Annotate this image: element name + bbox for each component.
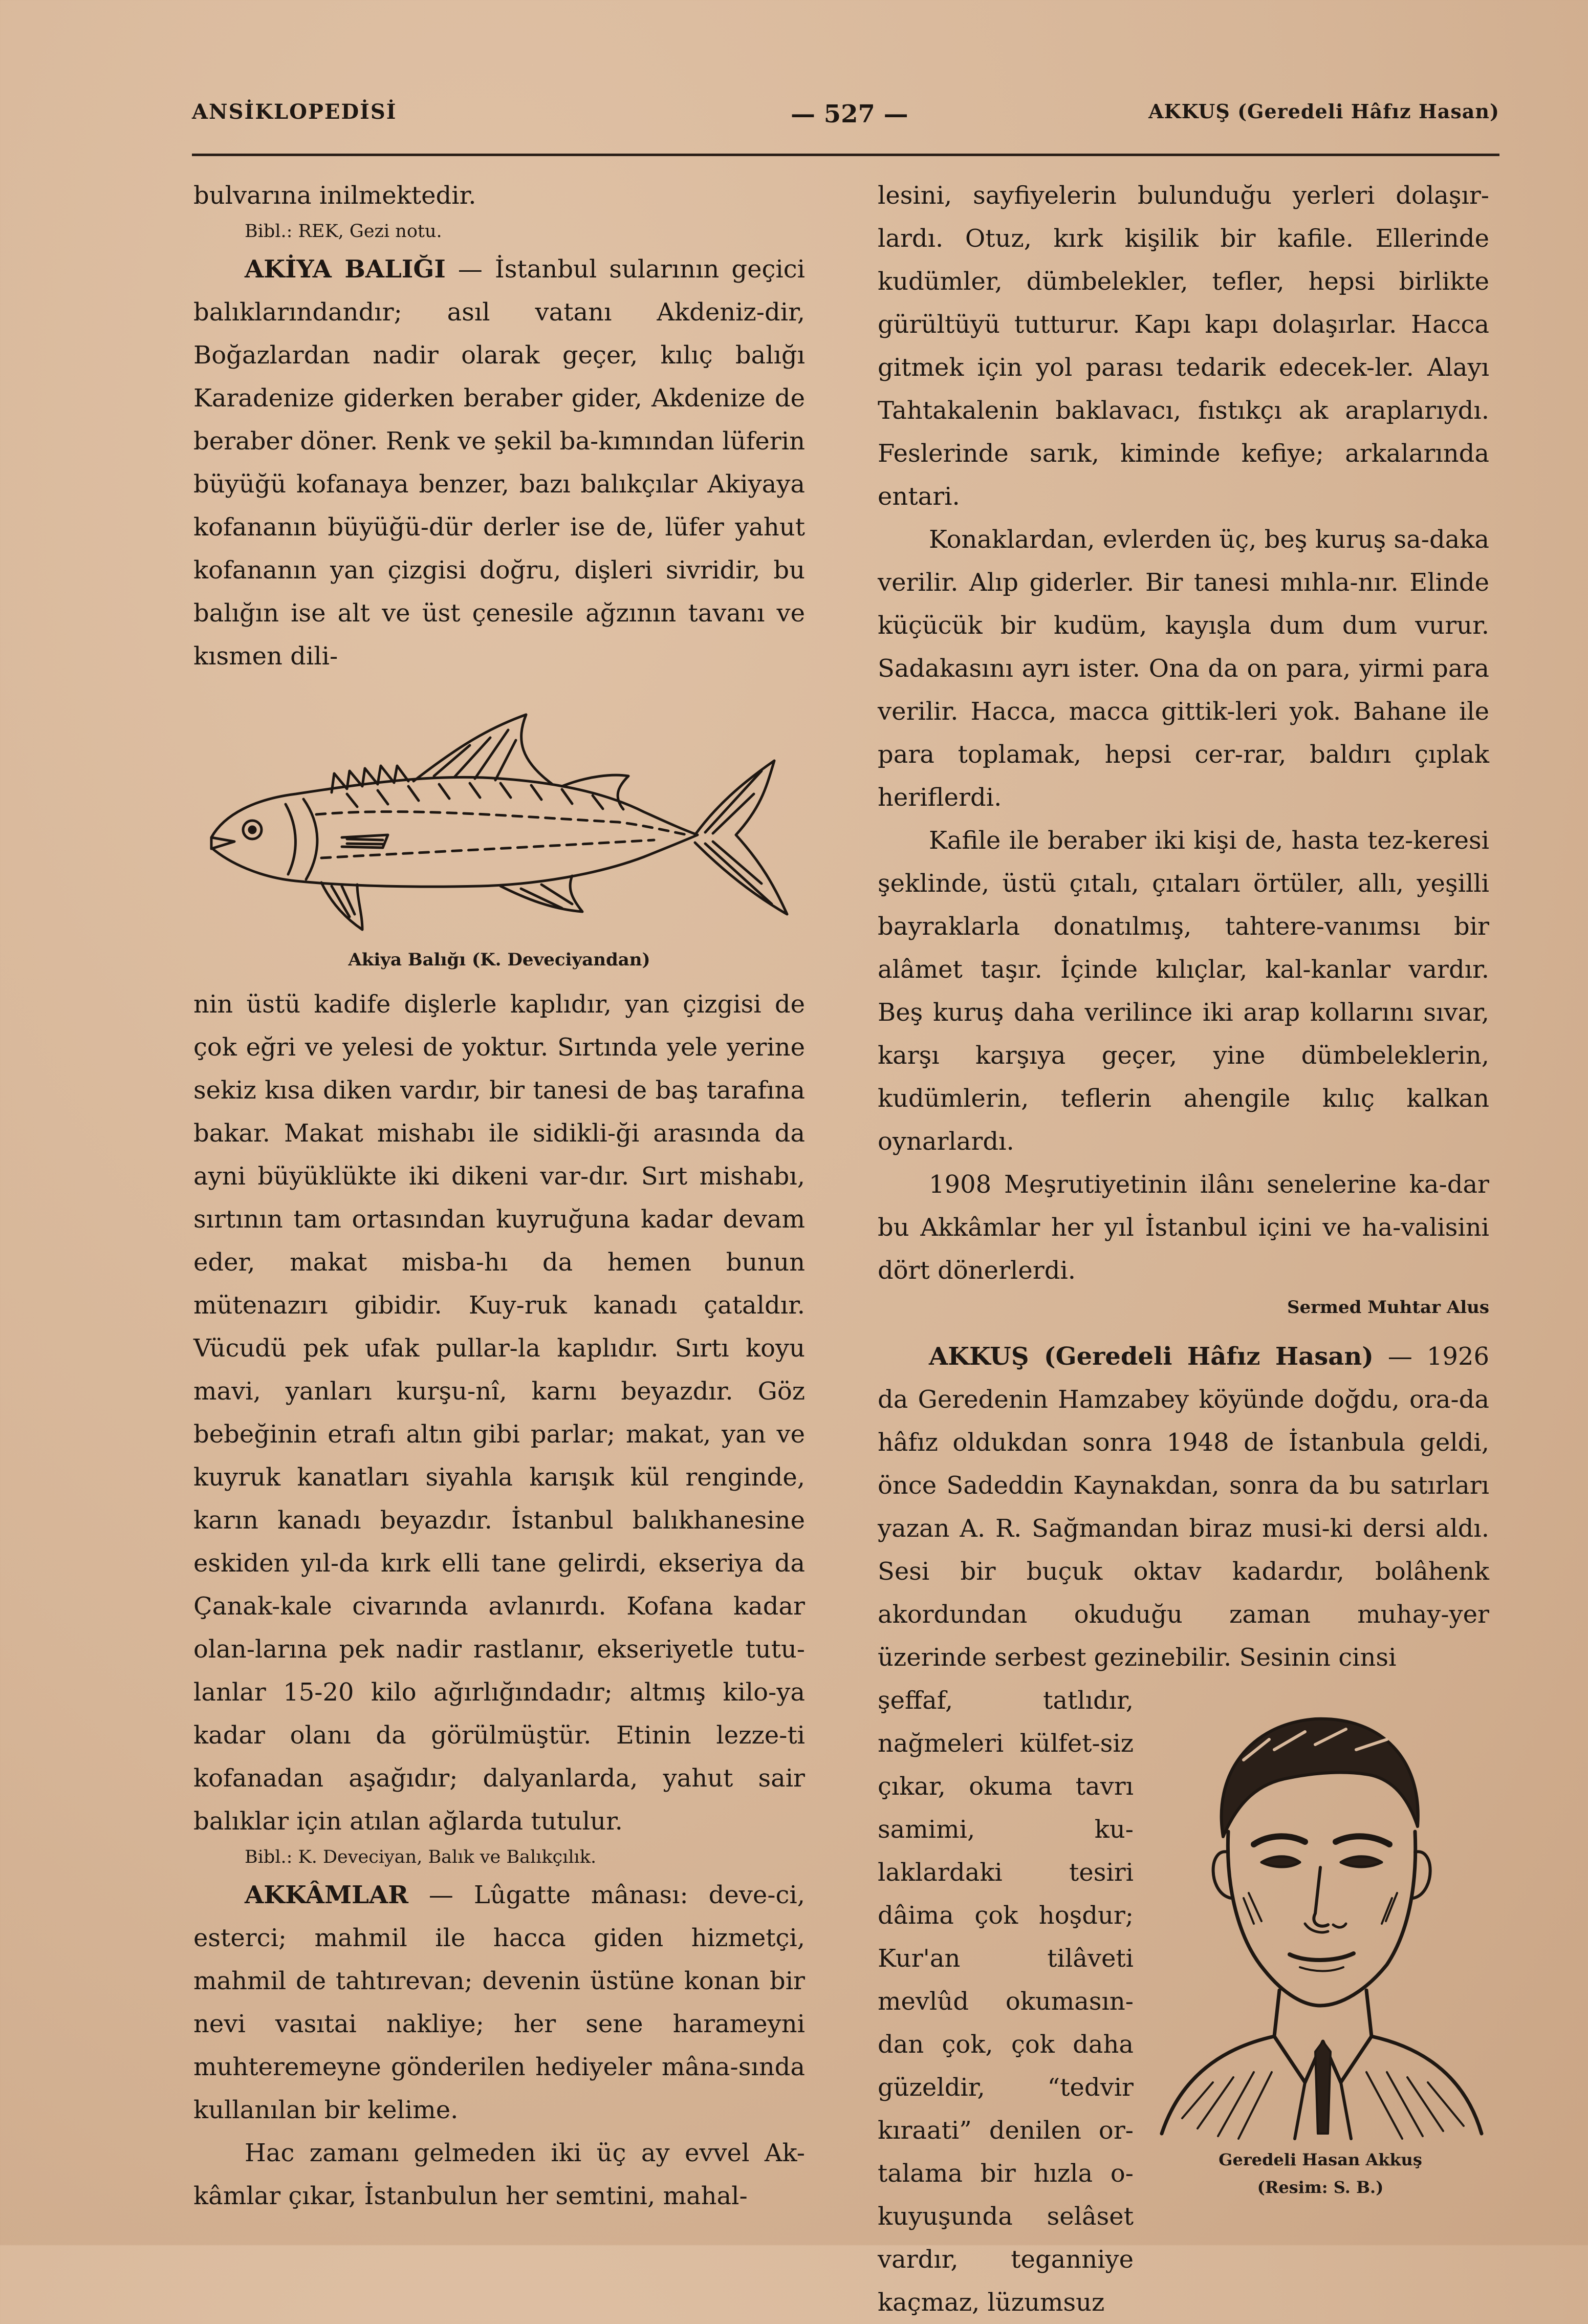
entry-heading-akkus: AKKUŞ (Geredeli Hâfız Hasan) <box>929 1342 1374 1371</box>
fish-caption: Akiya Balığı (K. Deveciyandan) <box>348 950 650 970</box>
fish-illustration <box>193 684 805 950</box>
left-column <box>193 174 805 2218</box>
akkamlar-paragraph-5: Kafile ile beraber iki kişi de, hasta tez-keresi şeklinde, üstü çıtalı, çıtaları örtüler, allı, yeşilli bayraklarla donatılmış, tahtere-vanımsı bir alâmet taşır. İçinde kılıçlar, kal-kanlar vardır. Beş kuruş daha verilince iki arap kollarını sıvar, karşı karşıya geçer, yine dümbeleklerin, kudümlerin, teflerin ahengile kılıç kalkan oynarlardı. <box>878 826 1489 1156</box>
entry-text-akiya: — İstanbul sularının geçici balıklarındandır; asıl vatanı Akdeniz-dir, Boğazlardan nadir olarak geçer, kılıç balığı Karadenize giderken beraber gider, Akdenize de beraber döner. Renk ve şekil ba-kımından lüferin büyüğü kofanaya benzer, bazı balıkçılar Akiyaya kofananın büyüğü-dür derler ise de, lüfer yahut kofananın yan çizgisi doğru, dişleri sivridir, bu balığın ise alt ve üst çenesile ağzının tavanı ve kısmen dili- <box>193 255 805 671</box>
portrait-caption-credit: (Resim: S. B.) <box>1257 2178 1384 2197</box>
header-rule <box>192 154 1499 156</box>
akkamlar-paragraph-4: Konaklardan, evlerden üç, beş kuruş sa-daka verilir. Alıp giderler. Bir tanesi mıhla-nır. Elinde küçücük bir kudüm, kayışla dum dum vurur. Sadakasını ayrı ister. Ona da on para, yirmi para verilir. Hacca, macca gittik-leri yok. Bahane ile para toplamak, hepsi cer-rar, baldırı çıplak heriflerdi. <box>878 525 1489 812</box>
entry-akkus <box>878 1335 1489 1679</box>
header-left-title: ANSİKLOPEDİSİ <box>192 100 397 124</box>
header-right-title: AKKUŞ (Geredeli Hâfız Hasan) <box>1148 100 1499 123</box>
akkamlar-paragraph-2: Hac zamanı gelmeden iki üç ay evvel Ak-kâmlar çıkar, İstanbulun her semtini, mahal- <box>193 2139 805 2210</box>
entry-text-akkamlar: — Lûgatte mânası: deve-ci, esterci; mahmil ile hacca giden hizmetçi, mahmil de tahtırevan; devenin üstüne konan bir nevi vasıtai nakliye; her sene harameyni muhteremeyne gönderilen hediyeler mâna-sında kullanılan bir kelime. <box>193 1881 805 2124</box>
bibliography-rek: Bibl.: REK, Gezi notu. <box>245 221 442 242</box>
author-signature: Sermed Muhtar Alus <box>1287 1297 1489 1318</box>
page-number: — 527 — <box>791 100 908 128</box>
entry-akiya-baligi <box>193 248 805 678</box>
akkamlar-paragraph-6: 1908 Meşrutiyetinin ilânı senelerine ka-dar bu Akkâmlar her yıl İstanbul içini ve ha-valisini dört dönerlerdi. <box>878 1170 1489 1285</box>
akkamlar-paragraph-3: lesini, sayfiyelerin bulunduğu yerleri dolaşır-lardı. Otuz, kırk kişilik bir kafile. Ellerinde kudümler, dümbelekler, tefler, hepsi birlikte gürültüyü tutturur. Kapı kapı dolaşırlar. Hacca gitmek için yol parası tedarik edecek-ler. Alayı Tahtakalenin baklavacı, fıstıkçı ak araplarıydı. Feslerinde sarık, kiminde kefiye; arkalarında entari. <box>878 181 1489 511</box>
portrait-illustration <box>1151 1683 1489 2144</box>
entry-text-akkus: — 1926 da Geredenin Hamzabey köyünde doğdu, ora-da hâfız oldukdan sonra 1948 de İstanbula geldi, önce Sadeddin Kaynakdan, sonra da bu satırları yazan A. R. Sağmandan biraz musi-ki dersi aldı. Sesi bir buçuk oktav kadardır, bolâhenk akordundan okuduğu zaman muhay-yer üzerinde serbest gezinebilir. Sesinin cinsi <box>878 1342 1489 1672</box>
portrait-figure <box>1151 1683 1489 2201</box>
entry-akiya-continued: nin üstü kadife dişlerle kaplıdır, yan çizgisi de çok eğri ve yelesi de yoktur. Sırtında yele yerine sekiz kısa diken vardır, bir tanesi de baş tarafına bakar. Makat mishabı ile sidikli-ği arasında da ayni büyüklükte iki dikeni var-dır. Sırt mishabı, sırtının tam ortasından kuyruğuna kadar devam eder, makat misba-hı da hemen bunun mütenazırı gibidir. Kuy-ruk kanadı çataldır. Vücudü pek ufak pullar-la kaplıdır. Sırtı koyu mavi, yanları kurşu-nî, karnı beyazdır. Göz bebeğinin etrafı altın gibi parlar; makat, yan ve kuyruk kanatları siyahla karışık kül renginde, karın kanadı beyazdır. İstanbul balıkhanesine eskiden yıl-da kırk elli tane gelirdi, ekseriya da Çanak-kale civarında avlanırdı. Kofana kadar olan-larına pek nadir rastlanır, ekseriyetle tutu-lanlar 15-20 kilo ağırlığındadır; altmış kilo-ya kadar olanı da görülmüştür. Etinin lezze-ti kofanadan aşağıdır; dalyanlarda, yahut sair balıklar için atılan ağlarda tutulur. <box>193 990 805 1836</box>
page-header <box>192 100 1499 136</box>
right-column <box>878 174 1489 2324</box>
portrait-caption-name: Geredeli Hasan Akkuş <box>1219 2150 1422 2169</box>
akkus-narrow-paragraph: şeffaf, tatlıdır, nağmeleri külfet-siz çıkar, okuma tavrı samimi, ku-laklardaki tesiri dâima çok hoşdur; Kur'an tilâveti mevlûd okumasın-dan çok, çok daha güzeldir, “tedvir kıraati” denilen or-talama bir hızla o-kuyuşunda selâset vardır, teganniye kaçmaz, lüzumsuz <box>878 1686 1134 2317</box>
paragraph-continuation: bulvarına inilmektedir. <box>193 181 476 210</box>
bibliography-deveciyan: Bibl.: K. Deveciyan, Balık ve Balıkçılık. <box>245 1847 597 1867</box>
entry-heading-akiya: AKİYA BALIĞI <box>245 255 446 284</box>
entry-akkamlar <box>193 1874 805 2132</box>
entry-heading-akkamlar: AKKÂMLAR <box>245 1881 408 1909</box>
